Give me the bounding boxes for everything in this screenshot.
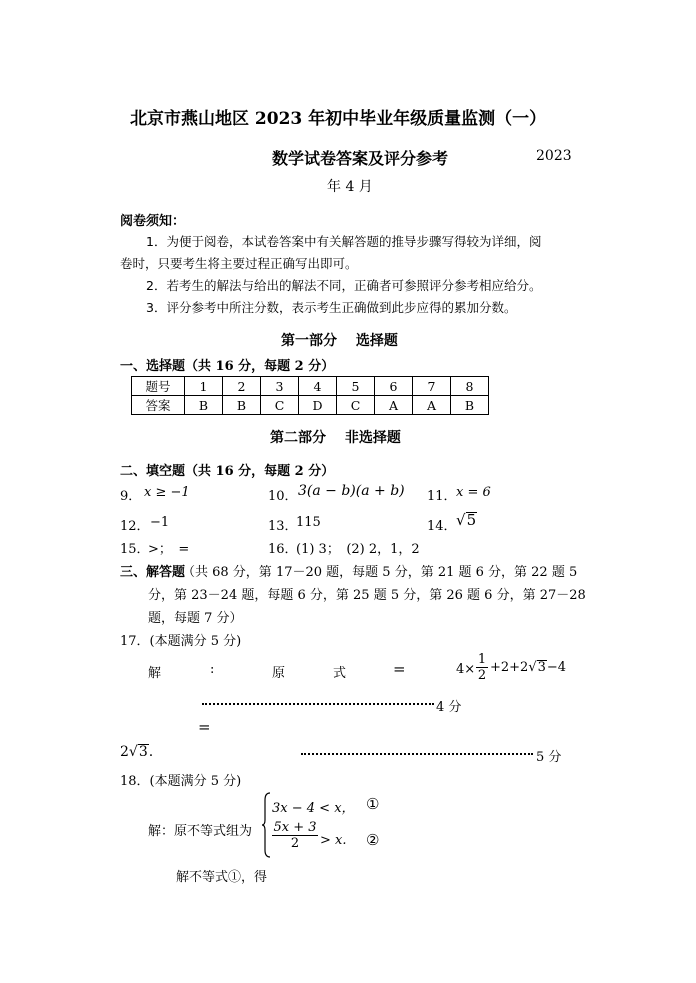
q14-answer: √5 [456,511,477,529]
table-cell: 5 [337,377,375,396]
q18-ineq2-den: 2 [272,835,318,851]
q12-number: 12． [120,519,150,534]
q14-number: 14． [427,519,457,534]
q17-result-dot: . [148,744,154,760]
q16-number: 16． [268,542,298,557]
q17-expr-b: +2+2√3−4 [490,660,567,675]
q13-number: 13． [268,519,298,534]
q17-yuan: 原 [272,666,286,681]
q18-heading: 18．(本题满分 5 分) [120,774,242,789]
notice-item-1b: 卷时，只要考生将主要过程正确写出即可。 [120,256,358,271]
q15-answer: >； = [148,542,190,557]
table-row [132,396,489,415]
table-cell: B [185,396,223,415]
q10-number: 10． [268,489,298,504]
table-cell: 1 [185,377,223,396]
fill-section-heading: 二、填空题（共 16 分，每题 2 分） [120,464,335,479]
part1-heading: 第一部分 选择题 [281,333,398,349]
table-cell: 3 [261,377,299,396]
q10-answer: 3(a − b)(a + b) [298,483,405,499]
q16-answer: (1) 3； (2) 2，1，2 [296,542,420,557]
table-cell: 4 [299,377,337,396]
table-cell: C [337,396,375,415]
table-cell: C [261,396,299,415]
q17-result-radicand: 3 [138,744,148,760]
subtitle-month: 年 4 月 [327,179,373,195]
q17-score-2: 5 分 [536,750,562,765]
table-cell: 7 [413,377,451,396]
q17-colon: : [210,662,215,677]
q11-number: 11． [427,489,457,504]
q13-answer: 115 [296,515,321,530]
q17-heading: 17．(本题满分 5 分) [120,634,242,649]
solve-section-desc-b: 分，第 23－24 题，每题 6 分，第 25 题 5 分，第 26 题 6 分，第 27－28 [148,588,586,603]
q11-answer: x = 6 [456,485,491,500]
q17-expr-b-text: +2+2 [490,660,529,675]
q18-brace [262,792,272,858]
q17-fraction [476,652,488,683]
page-subtitle: 数学试卷答案及评分参考 [272,149,449,168]
q12-answer: −1 [150,515,170,530]
q17-result-coef: 2 [120,744,129,760]
table-row [132,377,489,396]
q15-number: 15． [120,542,150,557]
solve-section-desc-c: 题，每题 7 分） [148,611,243,626]
q17-dot-leader-1 [202,703,434,705]
part2-heading: 第二部分 非选择题 [270,430,401,446]
q14-radicand: 5 [466,511,477,529]
q18-mark-1: ① [366,795,380,813]
q17-result: 2√3. [120,744,154,760]
q18-inequality-2-tail: > x. [320,833,347,848]
q17-frac-den: 2 [477,668,487,683]
q18-mark-2: ② [366,831,380,849]
subtitle-year: 2023 [536,148,572,164]
table-cell: 8 [451,377,489,396]
q17-jie: 解 [148,666,162,681]
q17-dot-leader-2 [301,753,533,755]
answer-table [131,376,489,415]
page-title: 北京市燕山地区 2023 年初中毕业年级质量监测（一） [130,109,547,129]
q17-score-1: 4 分 [436,700,462,715]
table-cell: A [413,396,451,415]
table-cell: D [299,396,337,415]
notice-heading: 阅卷须知： [120,214,186,229]
solve-section-desc-a: （共 68 分，第 17－20 题，每题 5 分，第 21 题 6 分，第 22 题 5 [182,565,578,580]
q18-inequality-2-fraction [272,820,318,851]
q18-next-step: 解不等式①，得 [176,870,268,885]
q17-equals-2: = [198,718,211,736]
q17-expr-c: −4 [546,660,567,675]
q17-equals: = [393,660,406,678]
notice-item-3: 3．评分参考中所注分数，表示考生正确做到此步应得的累加分数。 [146,300,517,315]
q18-lead: 解：原不等式组为 [148,824,253,839]
table-cell: 2 [223,377,261,396]
q18-ineq2-num: 5x + 3 [273,820,317,835]
table-cell: 6 [375,377,413,396]
q17-expr-a: 4× [456,662,476,677]
q9-answer: x ≥ −1 [144,485,190,500]
part1-section: 一、选择题（共 16 分，每题 2 分） [120,359,335,374]
notice-item-2: 2．若考生的解法与给出的解法不同，正确者可参照评分参考相应给分。 [146,278,542,293]
solve-section-heading: 三、解答题 [120,565,186,580]
notice-item-1a: 1．为便于阅卷，本试卷答案中有关解答题的推导步骤写得较为详细，阅 [146,234,542,249]
q17-shi: 式 [333,666,347,681]
q17-expr-radicand: 3 [537,660,546,675]
table-cell: B [223,396,261,415]
q18-inequality-1: 3x − 4 < x， [272,801,355,816]
q17-frac-num: 1 [477,652,487,667]
table-cell: 题号 [132,377,185,396]
table-cell: A [375,396,413,415]
q9-number: 9． [120,489,142,504]
table-cell: B [451,396,489,415]
table-cell: 答案 [132,396,185,415]
